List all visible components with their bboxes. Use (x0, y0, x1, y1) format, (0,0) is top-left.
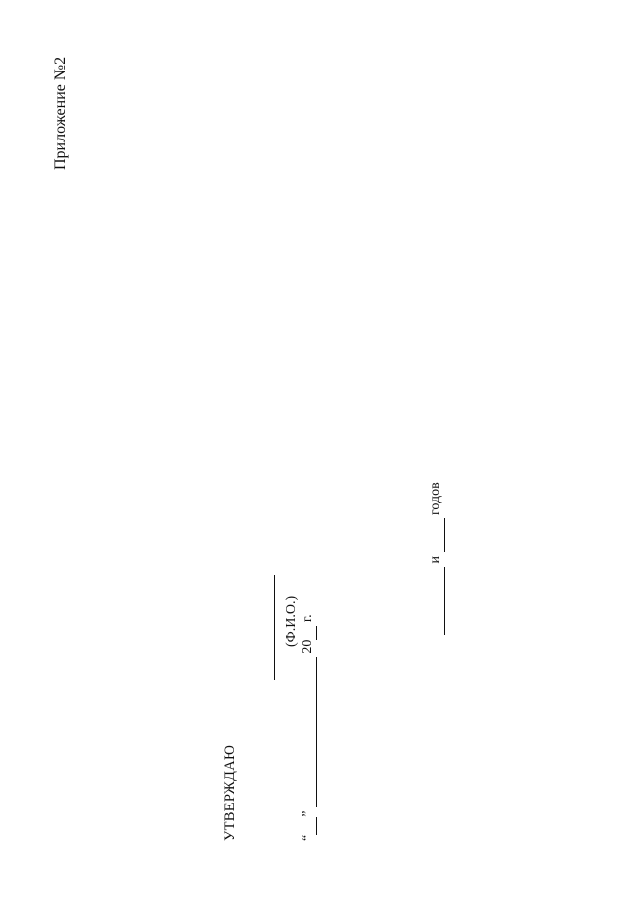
annex-title: Приложение №2 (52, 56, 69, 170)
date-quote-close: ” (300, 810, 315, 817)
fio-signature-line (272, 575, 275, 680)
planning-years-suffix: годов (428, 482, 443, 515)
planning-year-1-blank (428, 567, 445, 635)
fio-label: (Ф.И.О.) (284, 595, 299, 647)
approval-date-row (300, 614, 317, 841)
date-year-prefix: 20 (300, 639, 315, 654)
planning-year-2-blank (428, 519, 445, 553)
date-day-blank (300, 817, 317, 835)
date-month-blank (300, 657, 317, 807)
calculation-subtitle-3 (428, 482, 445, 635)
date-quote-open: “ (300, 834, 315, 841)
approval-label: УТВЕРЖДАЮ (222, 744, 238, 841)
date-year-abbr: г. (300, 614, 315, 623)
date-year-blank (300, 626, 317, 640)
planning-and: и (428, 556, 443, 564)
